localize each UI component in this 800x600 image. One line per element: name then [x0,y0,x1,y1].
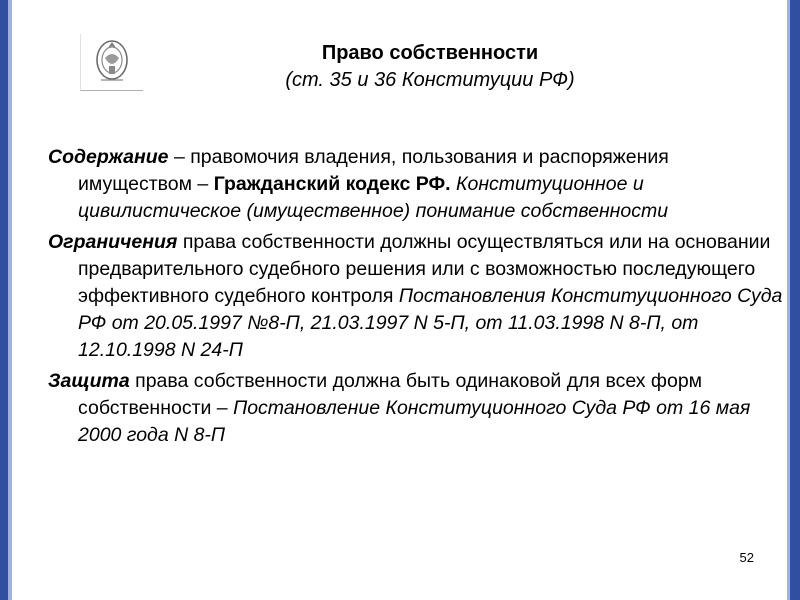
slide-title: Право собственности [321,42,539,64]
term-protection: Защита [48,370,130,392]
slide-content [48,144,784,453]
left-frame-accent [8,0,12,600]
paragraph-protection-italic: Постановление Конституционного Суда РФ от 16 мая 2000 года N 8-П [78,397,751,446]
emblem-logo [80,34,143,91]
right-frame-bar [790,0,800,600]
title-block [200,40,660,94]
paragraph-restrictions-text: права собственности должны осуществляться или на основании предварительного судебного решения или с возможностью последующего эффективного судебного контроля [78,231,771,307]
slide-subtitle: (ст. 35 и 36 Конституции РФ) [285,69,575,91]
left-frame-bar [0,0,8,600]
right-frame-accent [787,0,790,600]
paragraph-content [48,144,784,225]
paragraph-content-bold: Гражданский кодекс РФ. [213,173,451,195]
paragraph-protection-text: права собственности должна быть одинаковой для всех форм собственности – [78,370,703,419]
page-number: 52 [739,550,754,565]
emblem-icon [93,36,131,86]
term-content: Содержание [48,146,169,168]
paragraph-content-italic: Конституционное и цивилистическое (имущественное) понимание собственности [78,173,669,222]
paragraph-restrictions [48,229,784,364]
paragraph-protection [48,368,784,449]
paragraph-content-text: – правомочия владения, пользования и распоряжения имуществом – [78,146,669,195]
term-restrictions: Ограничения [48,231,178,253]
paragraph-restrictions-italic: Постановления Конституционного Суда РФ от 20.05.1997 №8-П, 21.03.1997 N 5-П, от 11.03.1998 N 8-П, от 12.10.1998 N 24-П [78,285,783,361]
